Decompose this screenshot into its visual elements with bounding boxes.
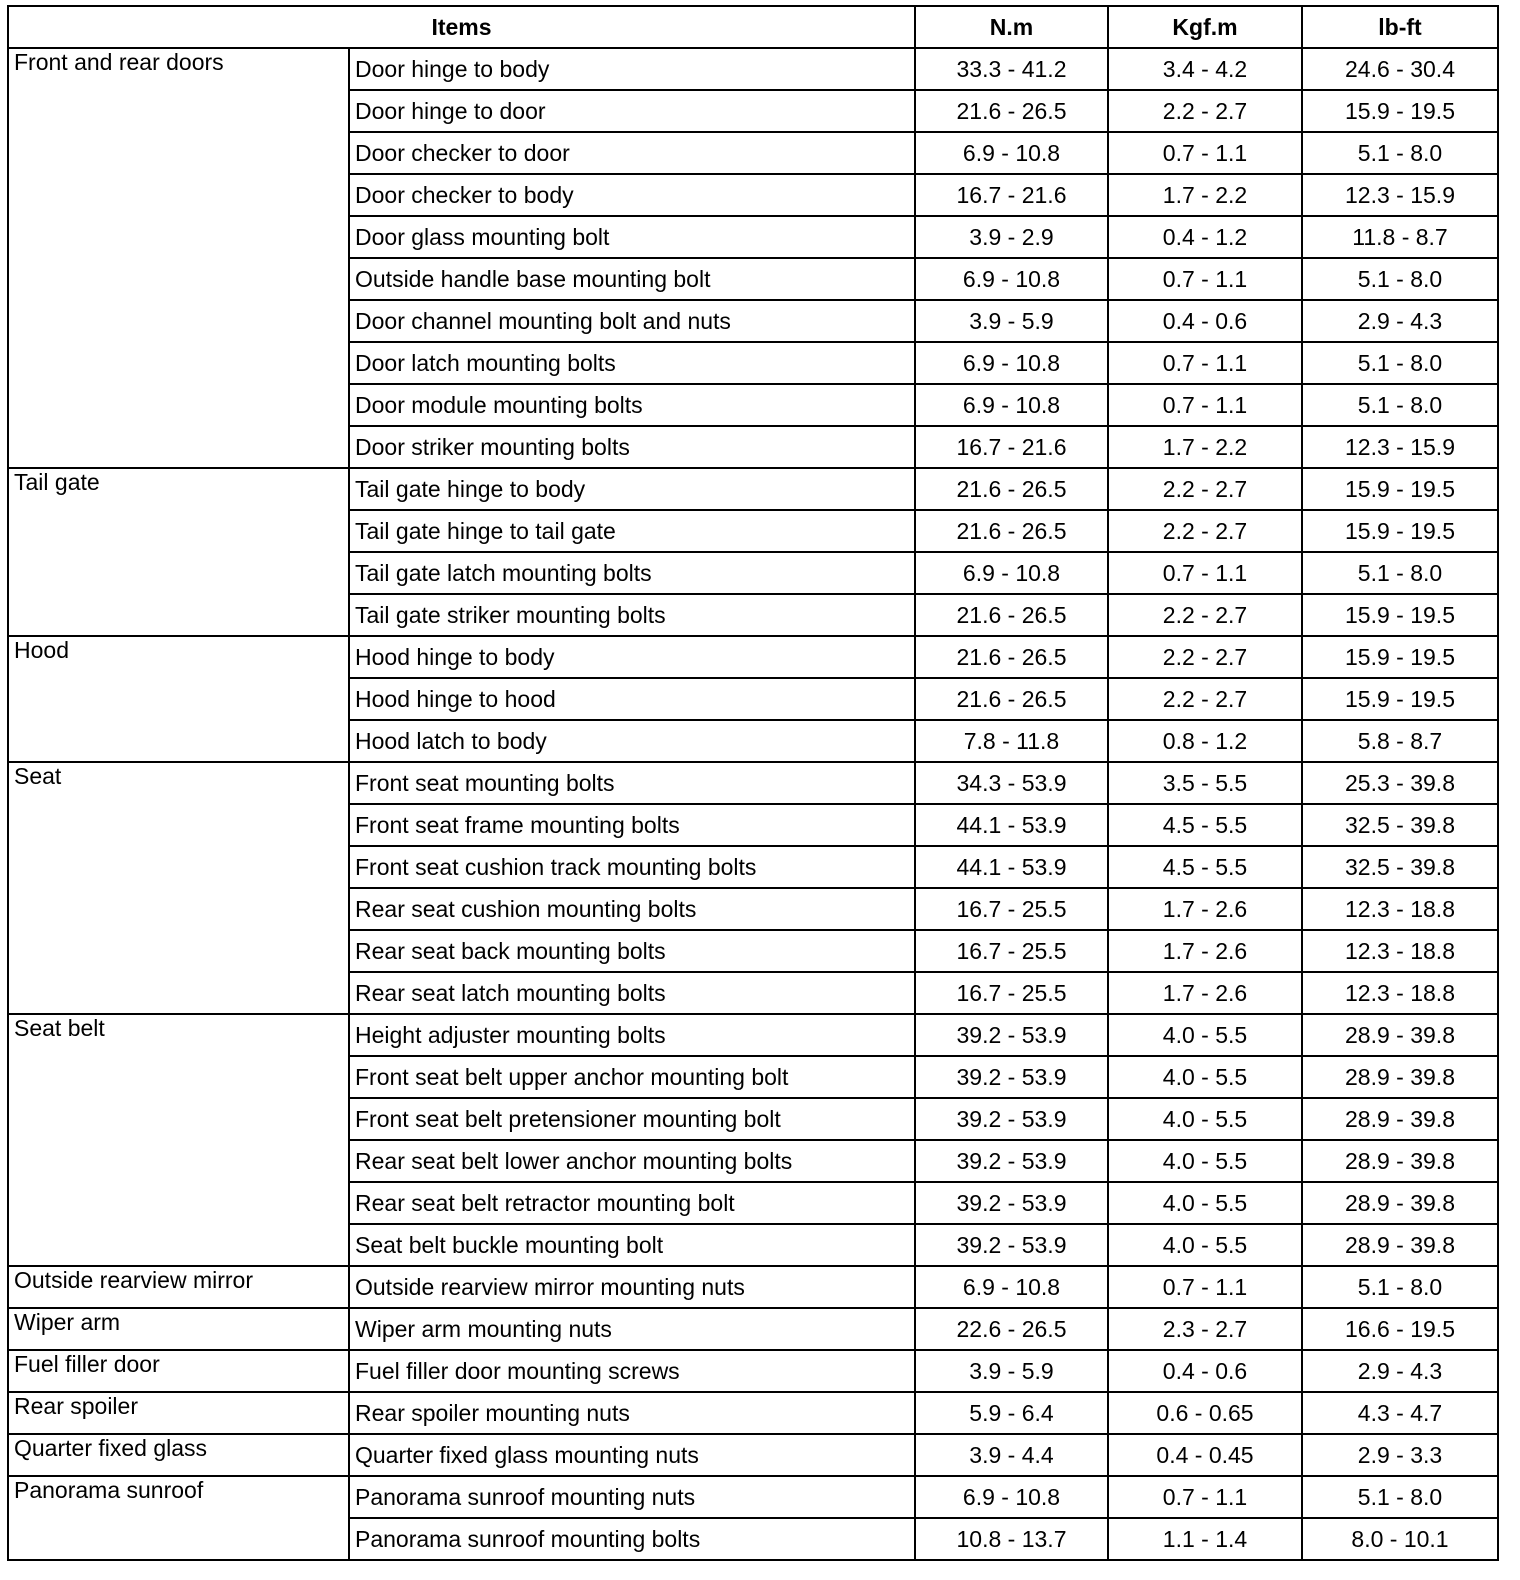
lbft-cell: 16.6 - 19.5 [1302,1308,1498,1350]
nm-cell: 39.2 - 53.9 [915,1098,1108,1140]
nm-cell: 21.6 - 26.5 [915,636,1108,678]
table-row [8,1308,1498,1350]
kgfm-cell: 0.7 - 1.1 [1108,384,1302,426]
kgfm-cell: 0.8 - 1.2 [1108,720,1302,762]
nm-cell: 21.6 - 26.5 [915,678,1108,720]
nm-cell: 44.1 - 53.9 [915,804,1108,846]
item-cell: Hood latch to body [349,720,915,762]
item-cell: Door glass mounting bolt [349,216,915,258]
lbft-cell: 15.9 - 19.5 [1302,468,1498,510]
lbft-cell: 32.5 - 39.8 [1302,804,1498,846]
lbft-cell: 2.9 - 4.3 [1302,300,1498,342]
nm-cell: 3.9 - 4.4 [915,1434,1108,1476]
lbft-cell: 28.9 - 39.8 [1302,1056,1498,1098]
nm-cell: 7.8 - 11.8 [915,720,1108,762]
nm-cell: 44.1 - 53.9 [915,846,1108,888]
kgfm-cell: 1.7 - 2.2 [1108,174,1302,216]
lbft-cell: 5.1 - 8.0 [1302,384,1498,426]
group-cell: Front and rear doors [8,48,349,468]
item-cell: Door hinge to door [349,90,915,132]
header-kgfm: Kgf.m [1108,6,1302,48]
group-cell: Hood [8,636,349,762]
table-row [8,1392,1498,1434]
table-row [8,48,1498,90]
kgfm-cell: 0.4 - 0.45 [1108,1434,1302,1476]
table-row [8,1266,1498,1308]
nm-cell: 6.9 - 10.8 [915,552,1108,594]
item-cell: Door striker mounting bolts [349,426,915,468]
nm-cell: 39.2 - 53.9 [915,1224,1108,1266]
group-cell: Outside rearview mirror [8,1266,349,1308]
nm-cell: 6.9 - 10.8 [915,1476,1108,1518]
lbft-cell: 15.9 - 19.5 [1302,636,1498,678]
kgfm-cell: 4.5 - 5.5 [1108,846,1302,888]
table-row [8,762,1498,804]
item-cell: Door hinge to body [349,48,915,90]
kgfm-cell: 0.7 - 1.1 [1108,1476,1302,1518]
item-cell: Front seat mounting bolts [349,762,915,804]
kgfm-cell: 1.7 - 2.6 [1108,930,1302,972]
lbft-cell: 12.3 - 15.9 [1302,174,1498,216]
nm-cell: 22.6 - 26.5 [915,1308,1108,1350]
lbft-cell: 5.1 - 8.0 [1302,132,1498,174]
kgfm-cell: 4.0 - 5.5 [1108,1224,1302,1266]
group-cell: Quarter fixed glass [8,1434,349,1476]
kgfm-cell: 2.2 - 2.7 [1108,90,1302,132]
nm-cell: 39.2 - 53.9 [915,1182,1108,1224]
nm-cell: 16.7 - 25.5 [915,930,1108,972]
item-cell: Height adjuster mounting bolts [349,1014,915,1056]
nm-cell: 6.9 - 10.8 [915,384,1108,426]
item-cell: Seat belt buckle mounting bolt [349,1224,915,1266]
group-cell: Panorama sunroof [8,1476,349,1560]
nm-cell: 21.6 - 26.5 [915,594,1108,636]
lbft-cell: 12.3 - 18.8 [1302,930,1498,972]
item-cell: Door channel mounting bolt and nuts [349,300,915,342]
lbft-cell: 28.9 - 39.8 [1302,1140,1498,1182]
lbft-cell: 5.1 - 8.0 [1302,342,1498,384]
nm-cell: 3.9 - 2.9 [915,216,1108,258]
table-row [8,468,1498,510]
nm-cell: 39.2 - 53.9 [915,1140,1108,1182]
header-items: Items [8,6,915,48]
kgfm-cell: 4.0 - 5.5 [1108,1098,1302,1140]
nm-cell: 16.7 - 21.6 [915,174,1108,216]
lbft-cell: 28.9 - 39.8 [1302,1014,1498,1056]
lbft-cell: 11.8 - 8.7 [1302,216,1498,258]
nm-cell: 16.7 - 25.5 [915,888,1108,930]
kgfm-cell: 0.7 - 1.1 [1108,1266,1302,1308]
kgfm-cell: 2.2 - 2.7 [1108,678,1302,720]
lbft-cell: 28.9 - 39.8 [1302,1182,1498,1224]
item-cell: Door checker to body [349,174,915,216]
kgfm-cell: 2.3 - 2.7 [1108,1308,1302,1350]
lbft-cell: 28.9 - 39.8 [1302,1224,1498,1266]
nm-cell: 5.9 - 6.4 [915,1392,1108,1434]
table-row [8,636,1498,678]
lbft-cell: 28.9 - 39.8 [1302,1098,1498,1140]
item-cell: Tail gate hinge to body [349,468,915,510]
table-body [8,48,1498,1560]
lbft-cell: 15.9 - 19.5 [1302,594,1498,636]
nm-cell: 16.7 - 25.5 [915,972,1108,1014]
kgfm-cell: 0.7 - 1.1 [1108,132,1302,174]
table-row [8,1350,1498,1392]
kgfm-cell: 3.5 - 5.5 [1108,762,1302,804]
kgfm-cell: 1.7 - 2.6 [1108,972,1302,1014]
table-row [8,1014,1498,1056]
kgfm-cell: 0.4 - 1.2 [1108,216,1302,258]
nm-cell: 21.6 - 26.5 [915,468,1108,510]
nm-cell: 16.7 - 21.6 [915,426,1108,468]
kgfm-cell: 4.0 - 5.5 [1108,1056,1302,1098]
lbft-cell: 2.9 - 3.3 [1302,1434,1498,1476]
kgfm-cell: 0.7 - 1.1 [1108,258,1302,300]
group-cell: Wiper arm [8,1308,349,1350]
nm-cell: 39.2 - 53.9 [915,1014,1108,1056]
nm-cell: 39.2 - 53.9 [915,1056,1108,1098]
lbft-cell: 15.9 - 19.5 [1302,90,1498,132]
item-cell: Door latch mounting bolts [349,342,915,384]
item-cell: Door checker to door [349,132,915,174]
kgfm-cell: 4.5 - 5.5 [1108,804,1302,846]
kgfm-cell: 0.7 - 1.1 [1108,342,1302,384]
lbft-cell: 12.3 - 15.9 [1302,426,1498,468]
item-cell: Front seat frame mounting bolts [349,804,915,846]
kgfm-cell: 0.6 - 0.65 [1108,1392,1302,1434]
lbft-cell: 12.3 - 18.8 [1302,972,1498,1014]
nm-cell: 21.6 - 26.5 [915,510,1108,552]
kgfm-cell: 4.0 - 5.5 [1108,1140,1302,1182]
header-nm: N.m [915,6,1108,48]
group-cell: Seat belt [8,1014,349,1266]
item-cell: Rear seat belt retractor mounting bolt [349,1182,915,1224]
nm-cell: 34.3 - 53.9 [915,762,1108,804]
lbft-cell: 12.3 - 18.8 [1302,888,1498,930]
nm-cell: 3.9 - 5.9 [915,300,1108,342]
torque-spec-table [7,5,1499,1561]
lbft-cell: 5.1 - 8.0 [1302,552,1498,594]
item-cell: Front seat cushion track mounting bolts [349,846,915,888]
item-cell: Hood hinge to hood [349,678,915,720]
item-cell: Panorama sunroof mounting nuts [349,1476,915,1518]
nm-cell: 6.9 - 10.8 [915,258,1108,300]
nm-cell: 6.9 - 10.8 [915,132,1108,174]
lbft-cell: 2.9 - 4.3 [1302,1350,1498,1392]
table-row [8,1476,1498,1518]
kgfm-cell: 0.4 - 0.6 [1108,1350,1302,1392]
kgfm-cell: 0.7 - 1.1 [1108,552,1302,594]
nm-cell: 21.6 - 26.5 [915,90,1108,132]
kgfm-cell: 1.7 - 2.6 [1108,888,1302,930]
item-cell: Quarter fixed glass mounting nuts [349,1434,915,1476]
kgfm-cell: 2.2 - 2.7 [1108,636,1302,678]
item-cell: Rear spoiler mounting nuts [349,1392,915,1434]
item-cell: Rear seat latch mounting bolts [349,972,915,1014]
item-cell: Rear seat cushion mounting bolts [349,888,915,930]
lbft-cell: 32.5 - 39.8 [1302,846,1498,888]
nm-cell: 6.9 - 10.8 [915,342,1108,384]
item-cell: Tail gate hinge to tail gate [349,510,915,552]
item-cell: Outside handle base mounting bolt [349,258,915,300]
nm-cell: 10.8 - 13.7 [915,1518,1108,1560]
lbft-cell: 5.1 - 8.0 [1302,258,1498,300]
item-cell: Wiper arm mounting nuts [349,1308,915,1350]
item-cell: Outside rearview mirror mounting nuts [349,1266,915,1308]
item-cell: Door module mounting bolts [349,384,915,426]
lbft-cell: 15.9 - 19.5 [1302,678,1498,720]
kgfm-cell: 0.4 - 0.6 [1108,300,1302,342]
kgfm-cell: 3.4 - 4.2 [1108,48,1302,90]
item-cell: Front seat belt pretensioner mounting bolt [349,1098,915,1140]
kgfm-cell: 2.2 - 2.7 [1108,468,1302,510]
kgfm-cell: 4.0 - 5.5 [1108,1014,1302,1056]
lbft-cell: 24.6 - 30.4 [1302,48,1498,90]
item-cell: Tail gate striker mounting bolts [349,594,915,636]
kgfm-cell: 2.2 - 2.7 [1108,510,1302,552]
lbft-cell: 15.9 - 19.5 [1302,510,1498,552]
item-cell: Panorama sunroof mounting bolts [349,1518,915,1560]
group-cell: Tail gate [8,468,349,636]
lbft-cell: 5.8 - 8.7 [1302,720,1498,762]
kgfm-cell: 1.7 - 2.2 [1108,426,1302,468]
nm-cell: 3.9 - 5.9 [915,1350,1108,1392]
item-cell: Rear seat belt lower anchor mounting bolts [349,1140,915,1182]
lbft-cell: 5.1 - 8.0 [1302,1476,1498,1518]
lbft-cell: 5.1 - 8.0 [1302,1266,1498,1308]
group-cell: Seat [8,762,349,1014]
item-cell: Fuel filler door mounting screws [349,1350,915,1392]
nm-cell: 33.3 - 41.2 [915,48,1108,90]
kgfm-cell: 2.2 - 2.7 [1108,594,1302,636]
lbft-cell: 8.0 - 10.1 [1302,1518,1498,1560]
group-cell: Rear spoiler [8,1392,349,1434]
item-cell: Tail gate latch mounting bolts [349,552,915,594]
item-cell: Rear seat back mounting bolts [349,930,915,972]
item-cell: Hood hinge to body [349,636,915,678]
lbft-cell: 4.3 - 4.7 [1302,1392,1498,1434]
lbft-cell: 25.3 - 39.8 [1302,762,1498,804]
nm-cell: 6.9 - 10.8 [915,1266,1108,1308]
table-row [8,1434,1498,1476]
header-lbft: lb-ft [1302,6,1498,48]
group-cell: Fuel filler door [8,1350,349,1392]
item-cell: Front seat belt upper anchor mounting bolt [349,1056,915,1098]
kgfm-cell: 4.0 - 5.5 [1108,1182,1302,1224]
kgfm-cell: 1.1 - 1.4 [1108,1518,1302,1560]
header-row [8,6,1498,48]
